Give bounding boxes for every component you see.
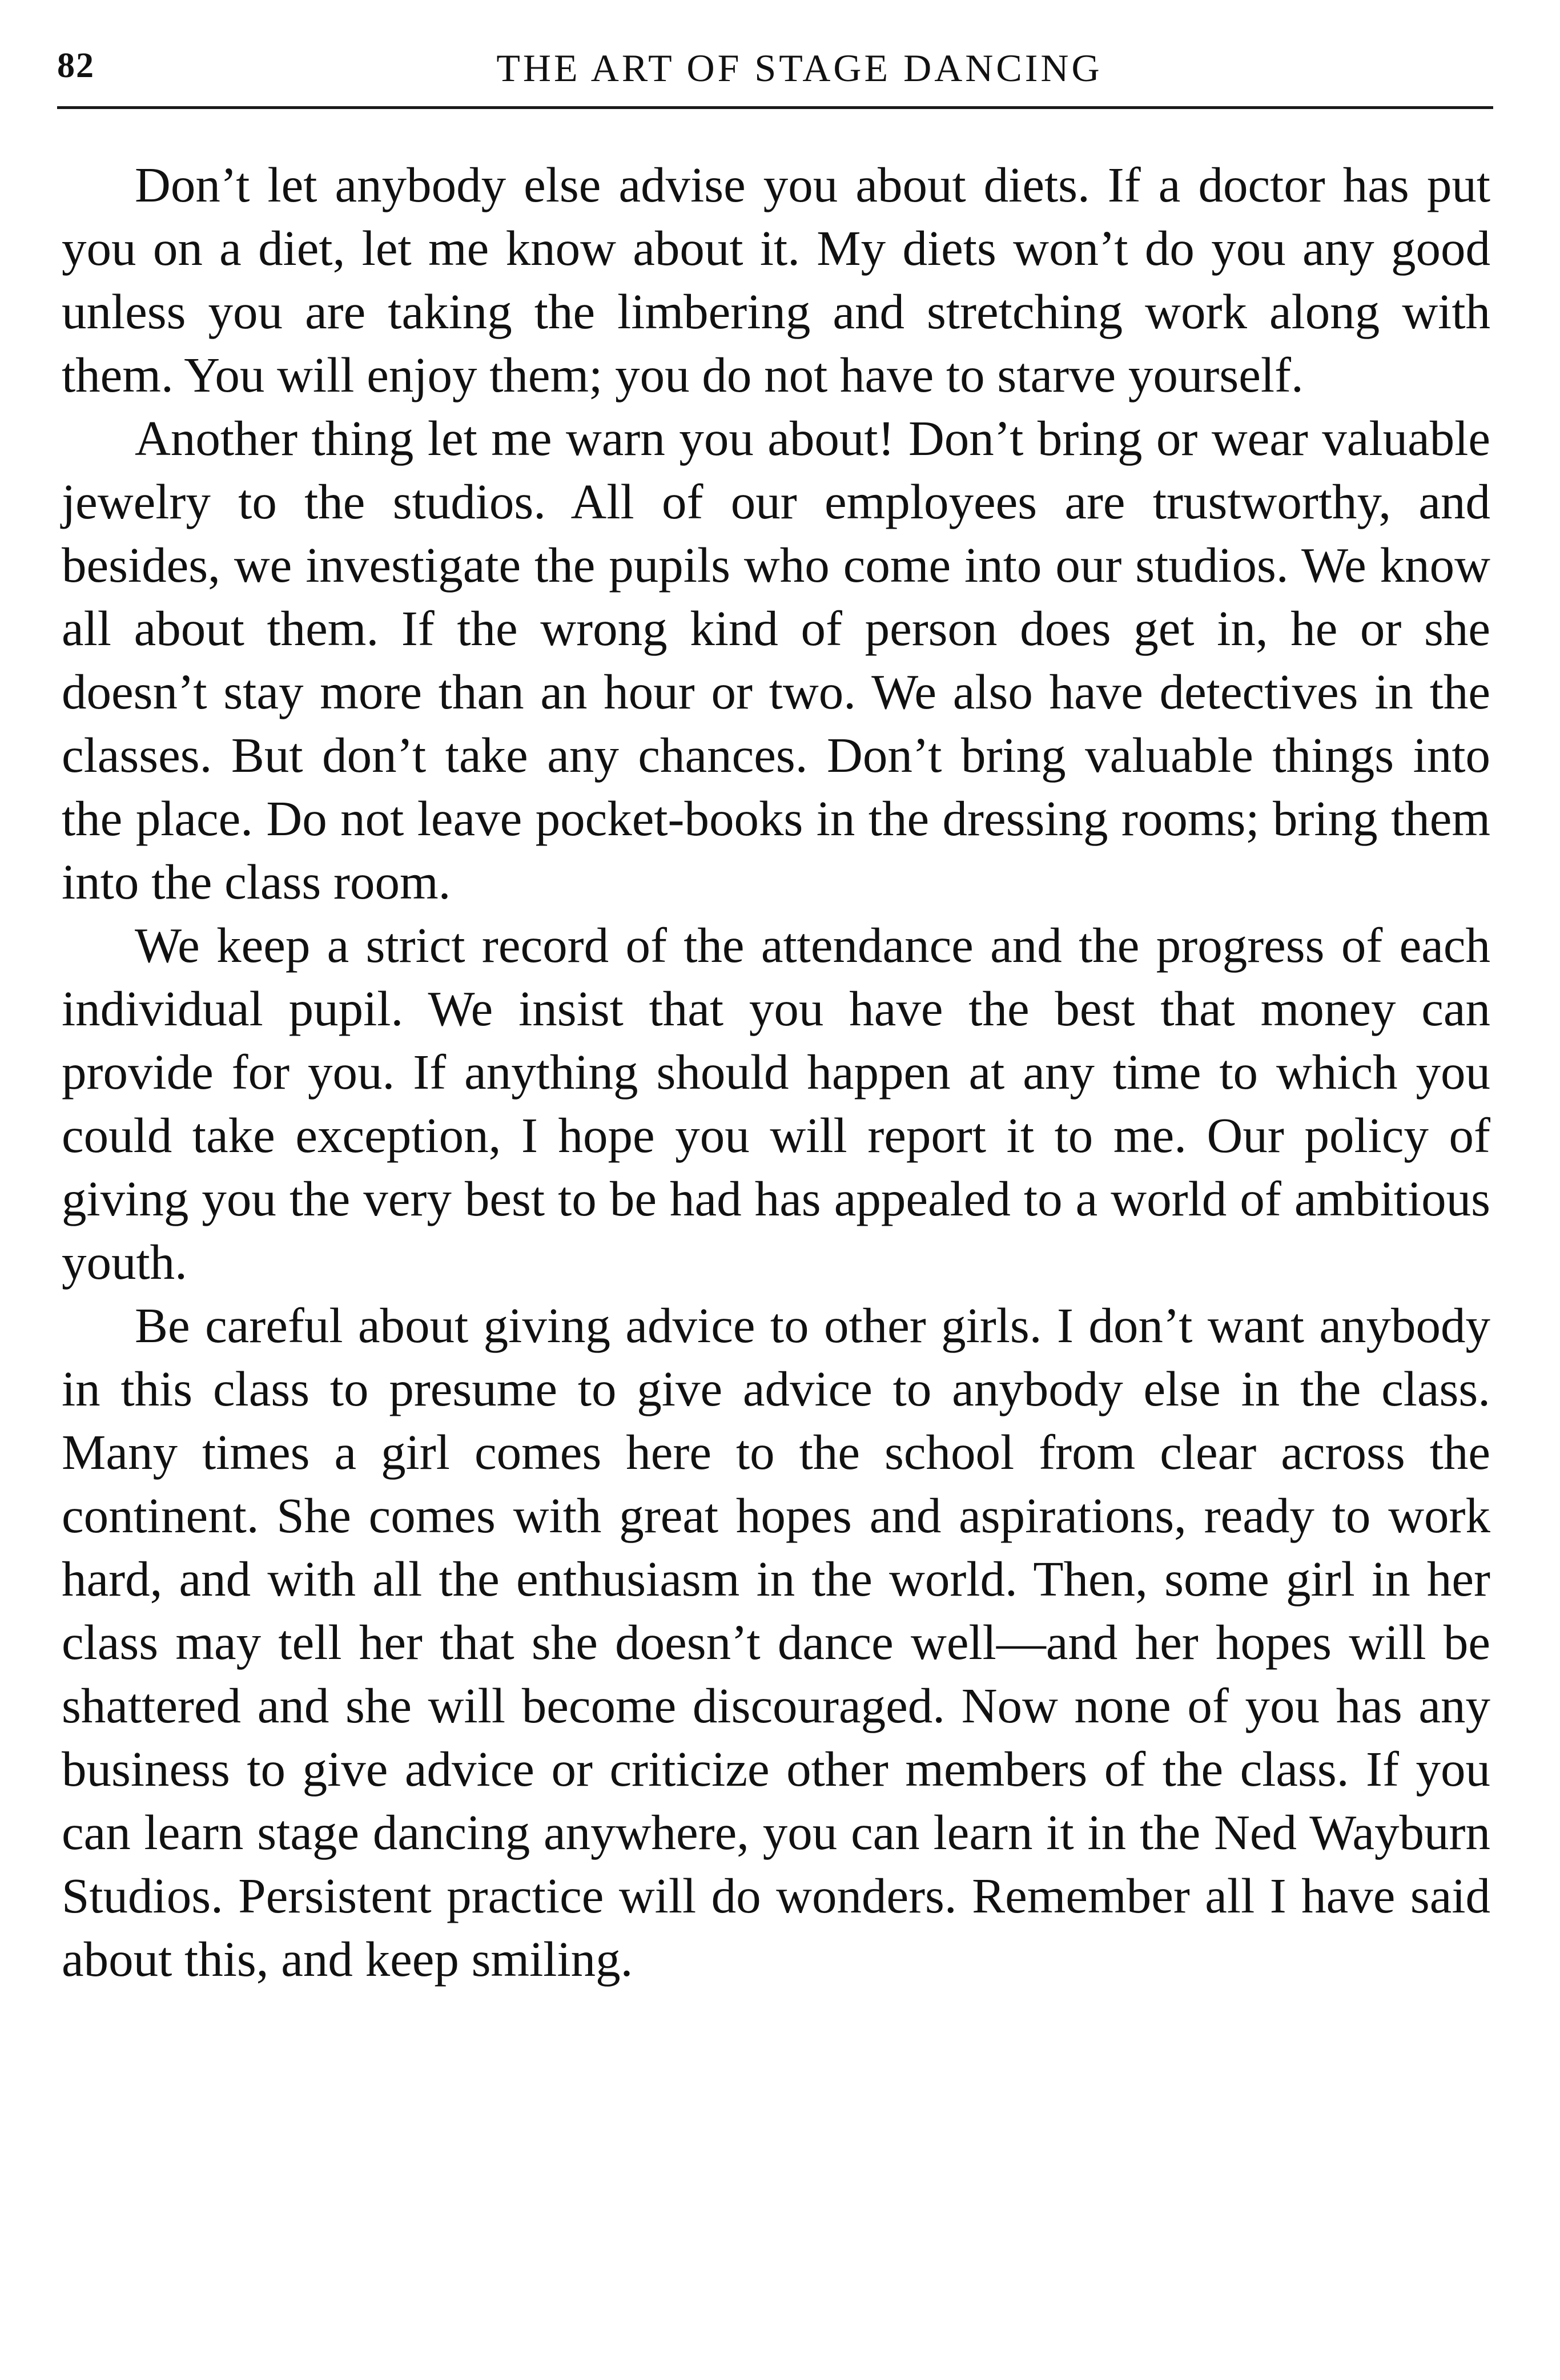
- page-number: 82: [57, 46, 95, 85]
- paragraph-advice: Be careful about giving advice to other girls. I don’t want anybody in this class to presume to give advice to anybody else in the class. Many times a girl comes here to the school from clear across the continent. She comes with great hopes and aspirations, ready to work hard, and with all the enthusiasm in the world. Then, some girl in her class may tell her that she doesn’t dance well—and her hopes will be shattered and she will become discouraged. Now none of you has any business to give advice or criticize other members of the class. If you can learn stage dancing anywhere, you can learn it in the Ned Wayburn Studios. Persistent practice will do wonders. Remember all I have said about this, and keep smiling.: [62, 1298, 1490, 1987]
- header-rule: [57, 106, 1493, 109]
- paragraph-jewelry: Another thing let me warn you about! Don’t bring or wear valuable jewelry to the studios. All of our employees are trustworthy, and besides, we investigate the pupils who come into our studios. We know all about them. If the wrong kind of person does get in, he or she doesn’t stay more than an hour or two. We also have detectives in the classes. But don’t take any chances. Don’t bring valuable things into the place. Do not leave pocket-books in the dressing rooms; bring them into the class room.: [62, 410, 1490, 909]
- running-title: THE ART OF STAGE DANCING: [496, 46, 1103, 90]
- body-text: [62, 153, 1490, 1991]
- paragraph-records: We keep a strict record of the attendance and the progress of each individual pupil. We insist that you have the best that money can provide for you. If anything should happen at any time to which you could take exception, I hope you will report it to me. Our policy of giving you the very best to be had has appealed to a world of ambitious youth.: [62, 917, 1490, 1290]
- page-header: [57, 34, 1493, 108]
- paragraph-diets: Don’t let anybody else advise you about diets. If a doctor has put you on a diet, let me know about it. My diets won’t do you any good unless you are taking the limbering and stretching work along with them. You will enjoy them; you do not have to starve yourself.: [62, 157, 1490, 402]
